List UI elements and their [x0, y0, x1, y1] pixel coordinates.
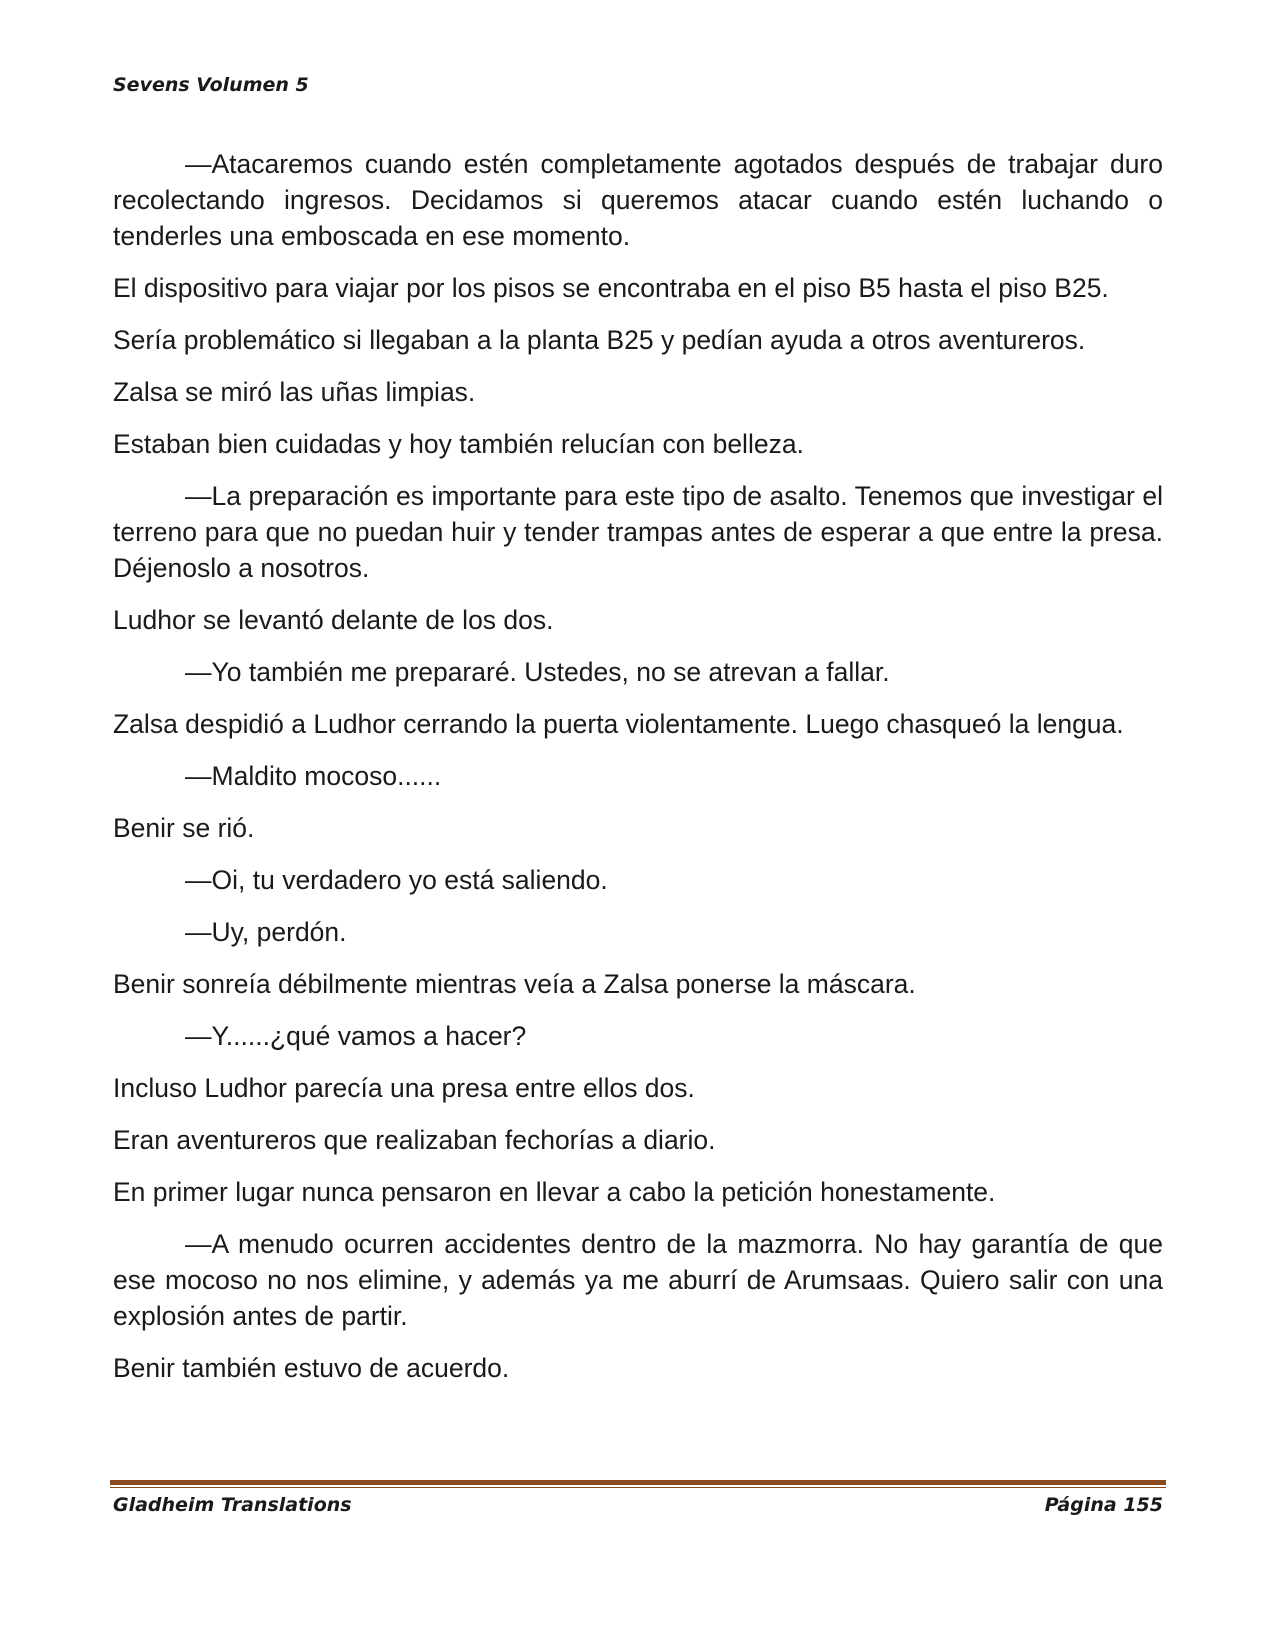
paragraph-dialog: —Oi, tu verdadero yo está saliendo. — [185, 865, 608, 895]
paragraph: Eran aventureros que realizaban fechorías a diario. — [113, 1125, 716, 1155]
paragraph-dialog: —Atacaremos cuando estén completamente agotados después de trabajar duro recolectando ingresos. Decidamos si queremos atacar cuando estén luchando o tenderles una emboscada en ese momento. — [113, 149, 1163, 251]
running-footer — [113, 1494, 1163, 1516]
paragraph-dialog: —Maldito mocoso...... — [185, 761, 442, 791]
paragraph: El dispositivo para viajar por los pisos se encontraba en el piso B5 hasta el piso B25. — [113, 273, 1109, 303]
paragraph: Estaban bien cuidadas y hoy también relucían con belleza. — [113, 429, 804, 459]
footer-divider-thin — [110, 1487, 1166, 1488]
footer-publisher: Gladheim Translations — [113, 1494, 352, 1516]
paragraph: En primer lugar nunca pensaron en llevar a cabo la petición honestamente. — [113, 1177, 996, 1207]
running-header: Sevens Volumen 5 — [113, 74, 309, 96]
paragraph: Benir también estuvo de acuerdo. — [113, 1353, 510, 1383]
paragraph-dialog: —Uy, perdón. — [185, 917, 347, 947]
footer-divider — [110, 1480, 1166, 1488]
paragraph: Ludhor se levantó delante de los dos. — [113, 605, 554, 635]
paragraph: Zalsa se miró las uñas limpias. — [113, 377, 476, 407]
paragraph: Benir se rió. — [113, 813, 255, 843]
paragraph: Zalsa despidió a Ludhor cerrando la puerta violentamente. Luego chasqueó la lengua. — [113, 709, 1124, 739]
paragraph-dialog: —La preparación es importante para este tipo de asalto. Tenemos que investigar el terreno para que no puedan huir y tender trampas antes de esperar a que entre la presa. Déjenoslo a nosotros. — [113, 481, 1163, 583]
paragraph: Sería problemático si llegaban a la planta B25 y pedían ayuda a otros aventureros. — [113, 325, 1086, 355]
page-body — [113, 146, 1163, 1402]
paragraph-dialog: —Yo también me prepararé. Ustedes, no se atrevan a fallar. — [185, 657, 890, 687]
paragraph: Incluso Ludhor parecía una presa entre ellos dos. — [113, 1073, 695, 1103]
paragraph-dialog: —A menudo ocurren accidentes dentro de la mazmorra. No hay garantía de que ese mocoso no nos elimine, y además ya me aburrí de Arumsaas. Quiero salir con una explosión antes de partir. — [113, 1229, 1163, 1331]
footer-divider-thick — [110, 1480, 1166, 1485]
paragraph-dialog: —Y......¿qué vamos a hacer? — [185, 1021, 527, 1051]
page-number: Página 155 — [1044, 1494, 1163, 1516]
paragraph: Benir sonreía débilmente mientras veía a Zalsa ponerse la máscara. — [113, 969, 916, 999]
